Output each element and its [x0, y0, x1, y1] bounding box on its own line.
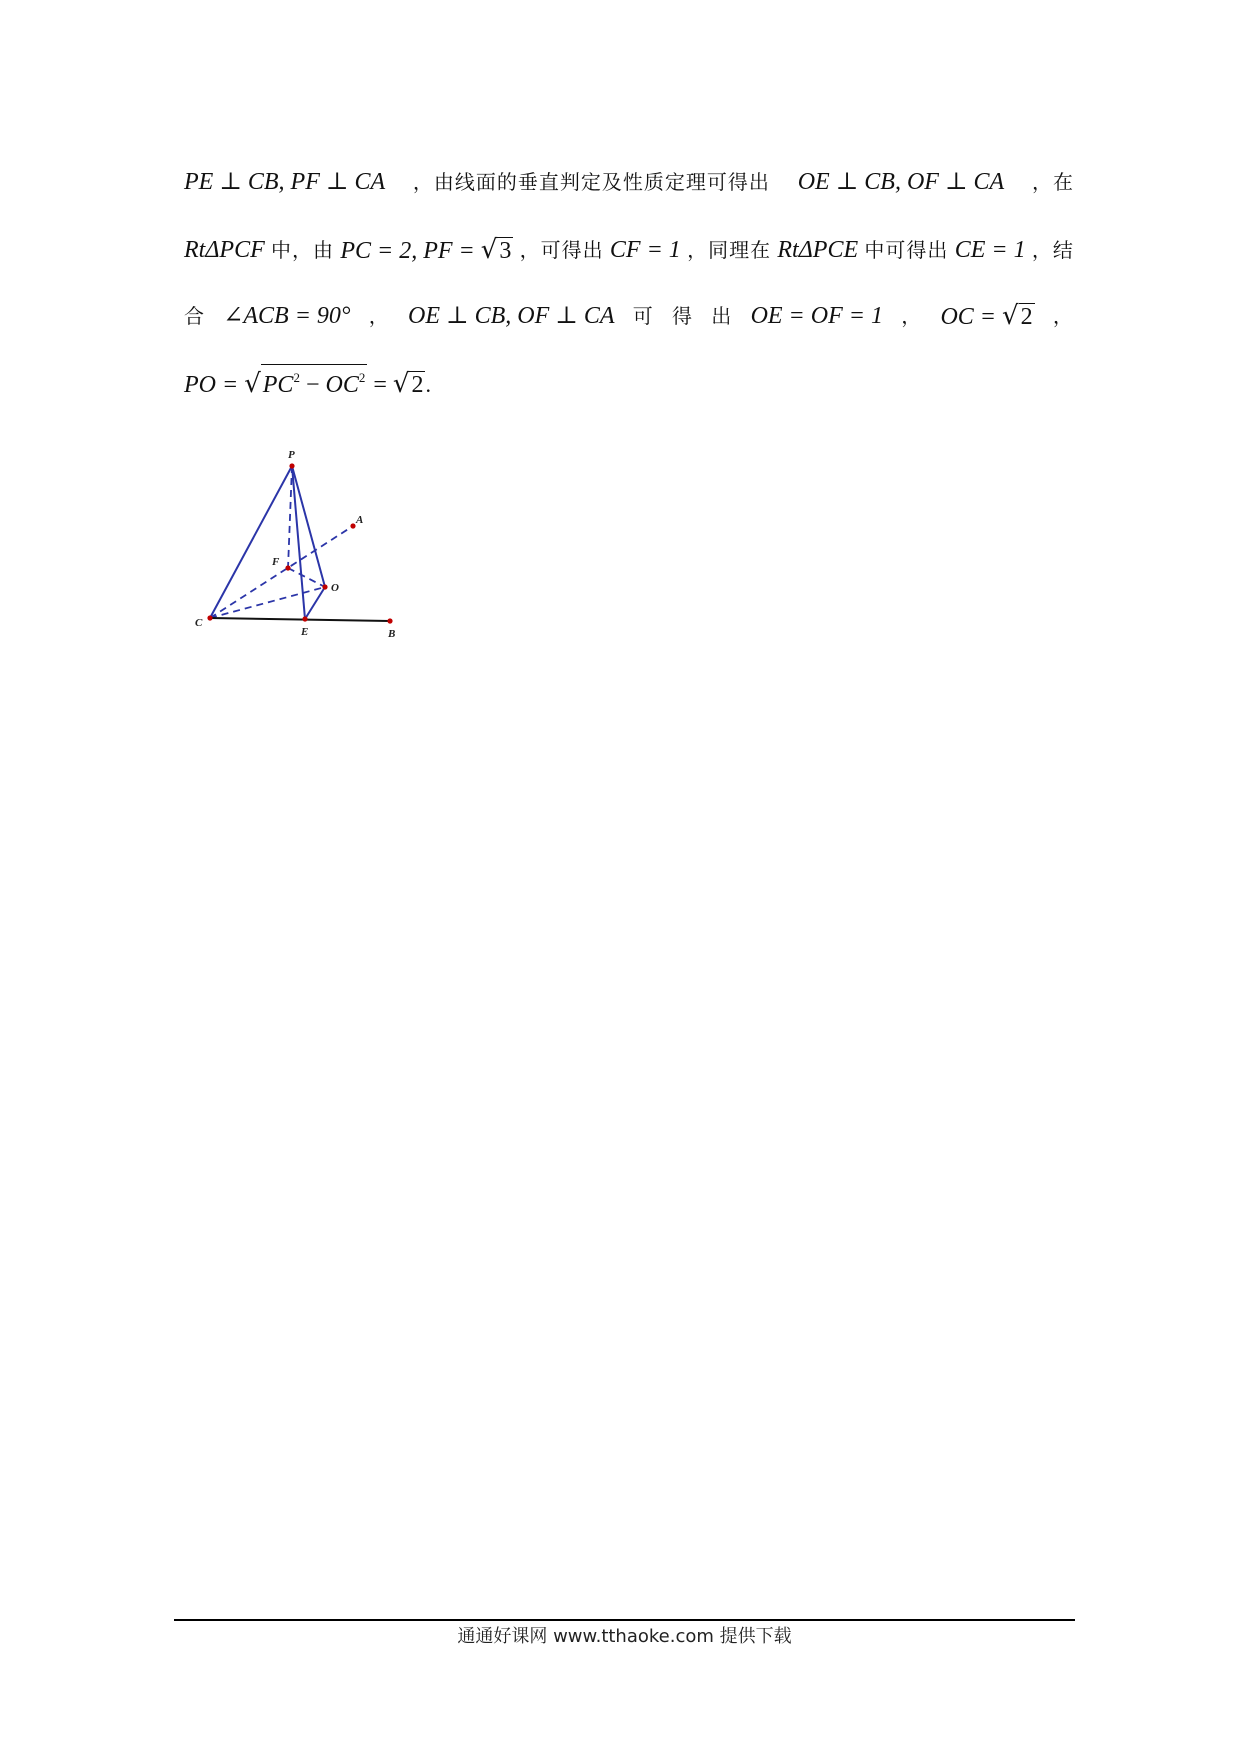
- math-expression: CE = 1: [954, 237, 1026, 263]
- point-f: [285, 565, 290, 570]
- point-c: [207, 615, 212, 620]
- text-fragment: ，: [901, 304, 923, 328]
- exponent: 2: [358, 370, 366, 385]
- math-expression: ∠ACB = 90°: [223, 303, 351, 329]
- text-fragment: 中，由: [271, 238, 335, 262]
- text-line-2: [184, 230, 1074, 270]
- label-c: C: [195, 617, 203, 629]
- text-fragment: ，在: [1031, 170, 1074, 194]
- edge-pf: [288, 466, 292, 568]
- text-line-3: [184, 296, 1074, 336]
- footer-divider: [174, 1619, 1075, 1621]
- point-e: [302, 616, 307, 621]
- text-fragment: ，可得出: [519, 238, 604, 262]
- label-a: A: [356, 514, 364, 526]
- radical-sign: √: [1002, 301, 1019, 331]
- text-fragment: ，结: [1031, 238, 1074, 262]
- dashed-edges: [210, 466, 353, 618]
- label-p: P: [288, 449, 295, 461]
- edge-fo: [288, 568, 325, 587]
- point-a: [350, 523, 355, 528]
- radicand: 3: [499, 238, 512, 264]
- text-fragment: 出: [711, 304, 733, 328]
- edge-cb: [210, 618, 390, 621]
- text-fragment: 得: [672, 304, 694, 328]
- label-e: E: [301, 626, 309, 638]
- math-expression: OE ⊥ CB, OF ⊥ CA: [408, 303, 615, 329]
- math-expression-group: [940, 296, 1034, 336]
- text-fragment: ，: [1052, 304, 1074, 328]
- label-b: B: [388, 628, 396, 640]
- radicand-term: OC: [325, 372, 359, 398]
- exponent: 2: [293, 370, 300, 385]
- radicand: [261, 364, 368, 398]
- period: .: [425, 372, 431, 397]
- text-line-1: [184, 162, 1074, 202]
- radical-sign: √: [480, 235, 498, 265]
- radical-sign: √: [392, 369, 410, 399]
- math-expression: RtΔPCF: [184, 237, 265, 263]
- text-fragment: ，: [368, 304, 390, 328]
- text-fragment: ，同理在: [687, 238, 772, 262]
- text-fragment: 中可得出: [864, 238, 949, 262]
- math-expression: RtΔPCE: [777, 237, 859, 263]
- math-expression: OE = OF = 1: [750, 303, 883, 329]
- math-expression: OE ⊥ CB, OF ⊥ CA: [797, 169, 1005, 195]
- math-expression: PE ⊥ CB, PF ⊥ CA: [184, 169, 386, 195]
- math-expression: CF = 1: [609, 237, 681, 263]
- solid-edges: [210, 466, 325, 619]
- point-o: [322, 584, 327, 589]
- pyramid-figure: [180, 440, 420, 650]
- radical-sign: √: [244, 369, 261, 399]
- point-b: [387, 618, 392, 623]
- point-p: [289, 463, 294, 468]
- radicand-term: PC: [262, 372, 294, 398]
- footer-text: 通通好课网 www.tthaoke.com 提供下载: [457, 1626, 792, 1647]
- text-fragment: 合: [184, 304, 205, 328]
- math-expression: OC =: [940, 304, 1003, 330]
- math-expression: PO =: [184, 372, 245, 398]
- radicand: 2: [411, 372, 424, 398]
- equals-sign: =: [367, 372, 393, 398]
- text-fragment: ，由线面的垂直判定及性质定理可得出: [412, 170, 770, 194]
- text-line-4: [184, 364, 1074, 404]
- math-expression: PC = 2, PF =: [340, 238, 481, 264]
- edge-ca: [210, 526, 353, 618]
- math-expression-group: [340, 230, 513, 270]
- label-o: O: [331, 582, 339, 594]
- text-fragment: 可: [632, 304, 654, 328]
- label-f: F: [272, 556, 280, 568]
- radicand: 2: [1020, 304, 1033, 330]
- minus-sign: −: [299, 372, 326, 398]
- edge-pc: [210, 466, 292, 618]
